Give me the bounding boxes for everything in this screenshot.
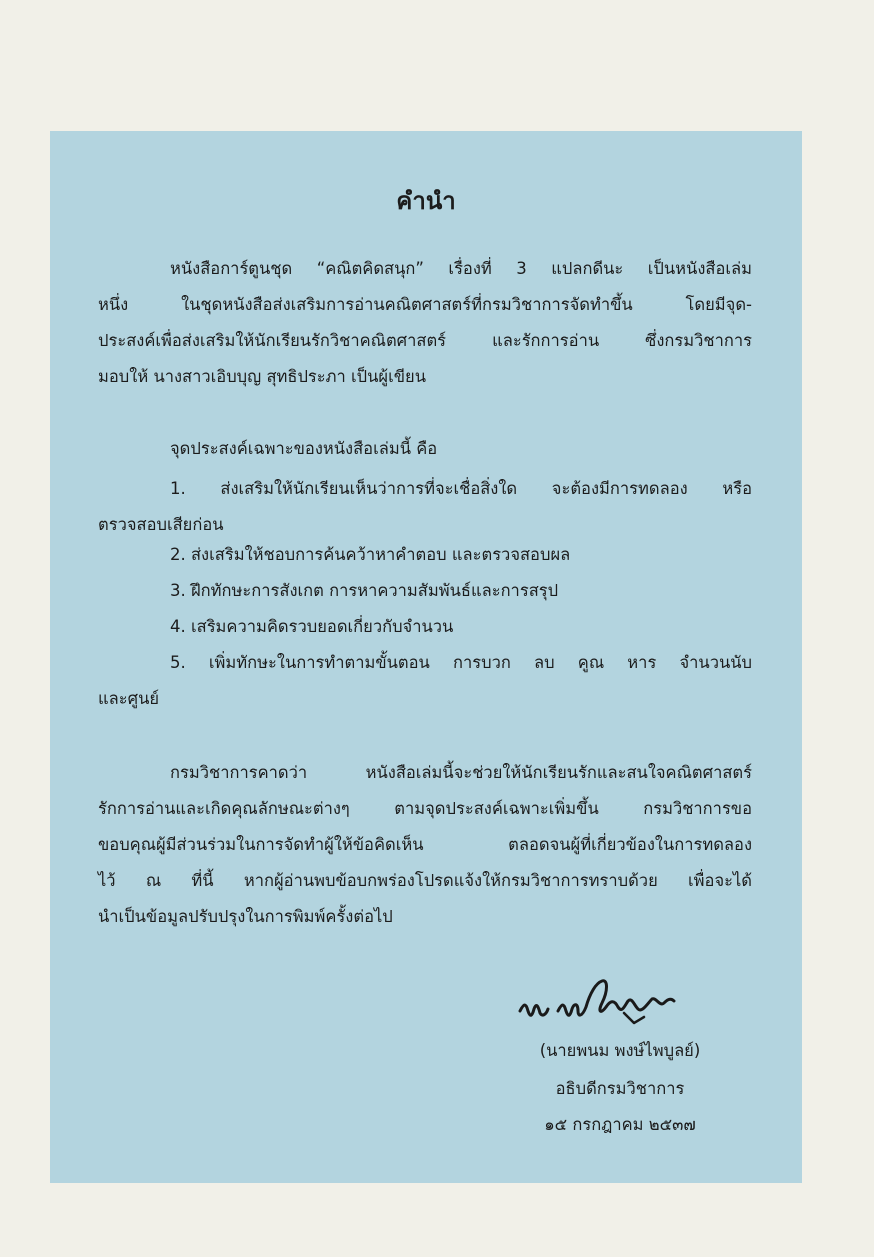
objective-item: 3. ฝึกทักษะการสังเกต การหาความสัมพันธ์และการสรุป — [170, 581, 559, 600]
objective-text-continued: และศูนย์ — [98, 689, 160, 708]
objective-item: 2. ส่งเสริมให้ชอบการค้นคว้าหาคำตอบ และตรวจสอบผล — [170, 545, 571, 564]
objectives-heading: จุดประสงค์เฉพาะของหนังสือเล่มนี้ คือ — [170, 439, 438, 458]
closing-line: นำเป็นข้อมูลปรับปรุงในการพิมพ์ครั้งต่อไป — [98, 907, 393, 926]
intro-line: มอบให้ นางสาวเอิบบุญ สุทธิประภา เป็นผู้เขียน — [98, 367, 426, 386]
objective-text: 1. ส่งเสริมให้นักเรียนเห็นว่าการที่จะเชื่อสิ่งใด จะต้องมีการทดลอง หรือ — [170, 479, 752, 498]
signature-date: ๑๕ กรกฎาคม ๒๕๓๗ — [544, 1115, 696, 1134]
closing-line: รักการอ่านและเกิดคุณลักษณะต่างๆ ตามจุดประสงค์เฉพาะเพิ่มขึ้น กรมวิชาการขอ — [98, 799, 752, 818]
signer-name: (นายพนม พงษ์ไพบูลย์) — [539, 1041, 701, 1060]
intro-line: หนังสือการ์ตูนชุด “คณิตคิดสนุก” เรื่องที่ 3 แปลกดีนะ เป็นหนังสือเล่ม — [170, 259, 752, 278]
objective-item — [98, 471, 752, 543]
objective-text-continued: ตรวจสอบเสียก่อน — [98, 515, 224, 534]
handwritten-signature — [516, 973, 716, 1033]
objective-item: 4. เสริมความคิดรวบยอดเกี่ยวกับจำนวน — [170, 617, 454, 636]
closing-line: ขอบคุณผู้มีส่วนร่วมในการจัดทำผู้ให้ข้อคิดเห็น ตลอดจนผู้ที่เกี่ยวข้องในการทดลอง — [98, 835, 752, 854]
signer-position: อธิบดีกรมวิชาการ — [555, 1079, 685, 1098]
intro-paragraph — [98, 251, 752, 395]
closing-paragraph — [98, 755, 752, 935]
objective-text: 5. เพิ่มทักษะในการทำตามขั้นตอน การบวก ลบ คูณ หาร จำนวนนับ — [170, 653, 752, 672]
intro-line: หนึ่ง ในชุดหนังสือส่งเสริมการอ่านคณิตศาสตร์ที่กรมวิชาการจัดทำขึ้น โดยมีจุด- — [98, 295, 752, 314]
objective-item — [98, 645, 752, 717]
intro-line: ประสงค์เพื่อส่งเสริมให้นักเรียนรักวิชาคณิตศาสตร์ และรักการอ่าน ซึ่งกรมวิชาการ — [98, 331, 752, 350]
preface-panel — [50, 131, 802, 1183]
closing-line: ไว้ ณ ที่นี้ หากผู้อ่านพบข้อบกพร่องโปรดแจ้งให้กรมวิชาการทราบด้วย เพื่อจะได้ — [98, 871, 752, 890]
page-title: คำนำ — [396, 187, 456, 215]
closing-line: กรมวิชาการคาดว่า หนังสือเล่มนี้จะช่วยให้นักเรียนรักและสนใจคณิตศาสตร์ — [170, 763, 752, 782]
